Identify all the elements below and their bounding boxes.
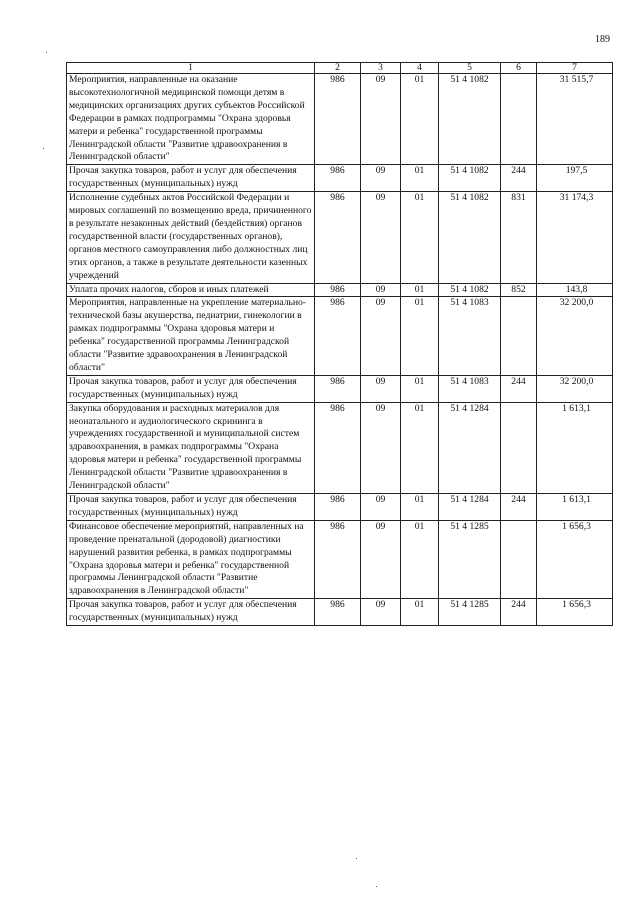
row-expense-type: 244 [501,165,537,192]
row-amount: 31 174,3 [537,192,613,283]
row-section: 09 [361,599,401,626]
row-amount: 31 515,7 [537,74,613,165]
row-section: 09 [361,192,401,283]
row-expense-type [501,74,537,165]
row-subsection: 01 [401,375,439,402]
row-amount: 143,8 [537,283,613,297]
row-grbs: 986 [315,599,361,626]
header-col-1: 1 [67,63,315,74]
row-target-article: 51 4 1082 [439,165,501,192]
row-target-article: 51 4 1082 [439,283,501,297]
row-name: Прочая закупка товаров, работ и услуг для обеспечения государственных (муниципальных) нужд [67,165,315,192]
row-name: Прочая закупка товаров, работ и услуг для обеспечения государственных (муниципальных) нужд [67,599,315,626]
table-row [67,74,613,165]
row-expense-type [501,297,537,375]
row-section: 09 [361,283,401,297]
header-col-6: 6 [501,63,537,74]
row-target-article: 51 4 1082 [439,74,501,165]
row-name: Закупка оборудования и расходных материалов для неонатального и аудиологического скрининга в учреждениях государственной и муниципальной систем здравоохранения, в рамках подпрограммы "Охрана здоровья матери и ребенка" государственной программы Ленинградской области "Развитие здравоохранения в Ленинградской области" [67,402,315,493]
row-section: 09 [361,297,401,375]
table-row [67,165,613,192]
row-expense-type: 244 [501,375,537,402]
row-target-article: 51 4 1284 [439,402,501,493]
table-row [67,599,613,626]
row-grbs: 986 [315,74,361,165]
row-subsection: 01 [401,494,439,521]
row-amount: 32 200,0 [537,297,613,375]
row-expense-type [501,402,537,493]
header-row [67,63,613,74]
row-grbs: 986 [315,283,361,297]
row-target-article: 51 4 1284 [439,494,501,521]
row-amount: 1 613,1 [537,402,613,493]
row-grbs: 986 [315,494,361,521]
row-amount: 1 656,3 [537,599,613,626]
row-expense-type [501,520,537,598]
row-amount: 197,5 [537,165,613,192]
row-subsection: 01 [401,283,439,297]
row-name: Мероприятия, направленные на оказание высокотехнологичной медицинской помощи детям в медицинских организациях других субъектов Российской Федерации в рамках подпрограммы "Охрана здоровья матери и ребенка" государственной программы Ленинградской области "Развитие здравоохранения в Ленинградской области" [67,74,315,165]
table-row [67,520,613,598]
row-target-article: 51 4 1083 [439,297,501,375]
scan-speck [46,52,47,53]
table-row [67,375,613,402]
table-row [67,283,613,297]
row-amount: 1 613,1 [537,494,613,521]
row-section: 09 [361,520,401,598]
scan-speck [43,148,44,149]
row-section: 09 [361,402,401,493]
row-expense-type: 244 [501,599,537,626]
table-row [67,297,613,375]
row-name: Мероприятия, направленные на укрепление материально-технической базы акушерства, педиатрии, гинекологии в рамках подпрограммы "Охрана здоровья матери и ребенка" государственной программы Ленинградской области "Развитие здравоохранения в Ленинградской области" [67,297,315,375]
row-grbs: 986 [315,402,361,493]
row-name: Прочая закупка товаров, работ и услуг для обеспечения государственных (муниципальных) нужд [67,375,315,402]
scan-speck [376,886,377,887]
header-col-2: 2 [315,63,361,74]
row-grbs: 986 [315,192,361,283]
header-col-4: 4 [401,63,439,74]
table-row [67,192,613,283]
row-grbs: 986 [315,375,361,402]
row-section: 09 [361,74,401,165]
table-row [67,402,613,493]
row-expense-type: 852 [501,283,537,297]
row-amount: 1 656,3 [537,520,613,598]
row-section: 09 [361,375,401,402]
row-name: Исполнение судебных актов Российской Федерации и мировых соглашений по возмещению вреда, причиненного в результате незаконных действий (бездействия) органов государственной власти (государственных органов), органов местного самоуправления либо должностных лиц этих органов, а также в результате деятельности казенных учреждений [67,192,315,283]
row-subsection: 01 [401,599,439,626]
row-grbs: 986 [315,165,361,192]
row-section: 09 [361,165,401,192]
scan-speck [356,858,357,859]
table-row [67,494,613,521]
row-target-article: 51 4 1285 [439,599,501,626]
row-name: Уплата прочих налогов, сборов и иных платежей [67,283,315,297]
row-expense-type: 831 [501,192,537,283]
row-target-article: 51 4 1082 [439,192,501,283]
row-subsection: 01 [401,165,439,192]
row-subsection: 01 [401,402,439,493]
row-section: 09 [361,494,401,521]
budget-table [66,62,613,626]
row-name: Прочая закупка товаров, работ и услуг для обеспечения государственных (муниципальных) нужд [67,494,315,521]
row-target-article: 51 4 1083 [439,375,501,402]
row-subsection: 01 [401,520,439,598]
row-subsection: 01 [401,74,439,165]
row-subsection: 01 [401,192,439,283]
row-subsection: 01 [401,297,439,375]
row-grbs: 986 [315,297,361,375]
row-grbs: 986 [315,520,361,598]
page-number: 189 [595,34,610,45]
header-col-5: 5 [439,63,501,74]
row-expense-type: 244 [501,494,537,521]
header-col-7: 7 [537,63,613,74]
row-amount: 32 200,0 [537,375,613,402]
row-name: Финансовое обеспечение мероприятий, направленных на проведение пренатальной (дородовой) диагностики нарушений развития ребенка, в рамках подпрограммы "Охрана здоровья матери и ребенка" государственной программы Ленинградской области "Развитие здравоохранения в Ленинградской области" [67,520,315,598]
header-col-3: 3 [361,63,401,74]
row-target-article: 51 4 1285 [439,520,501,598]
